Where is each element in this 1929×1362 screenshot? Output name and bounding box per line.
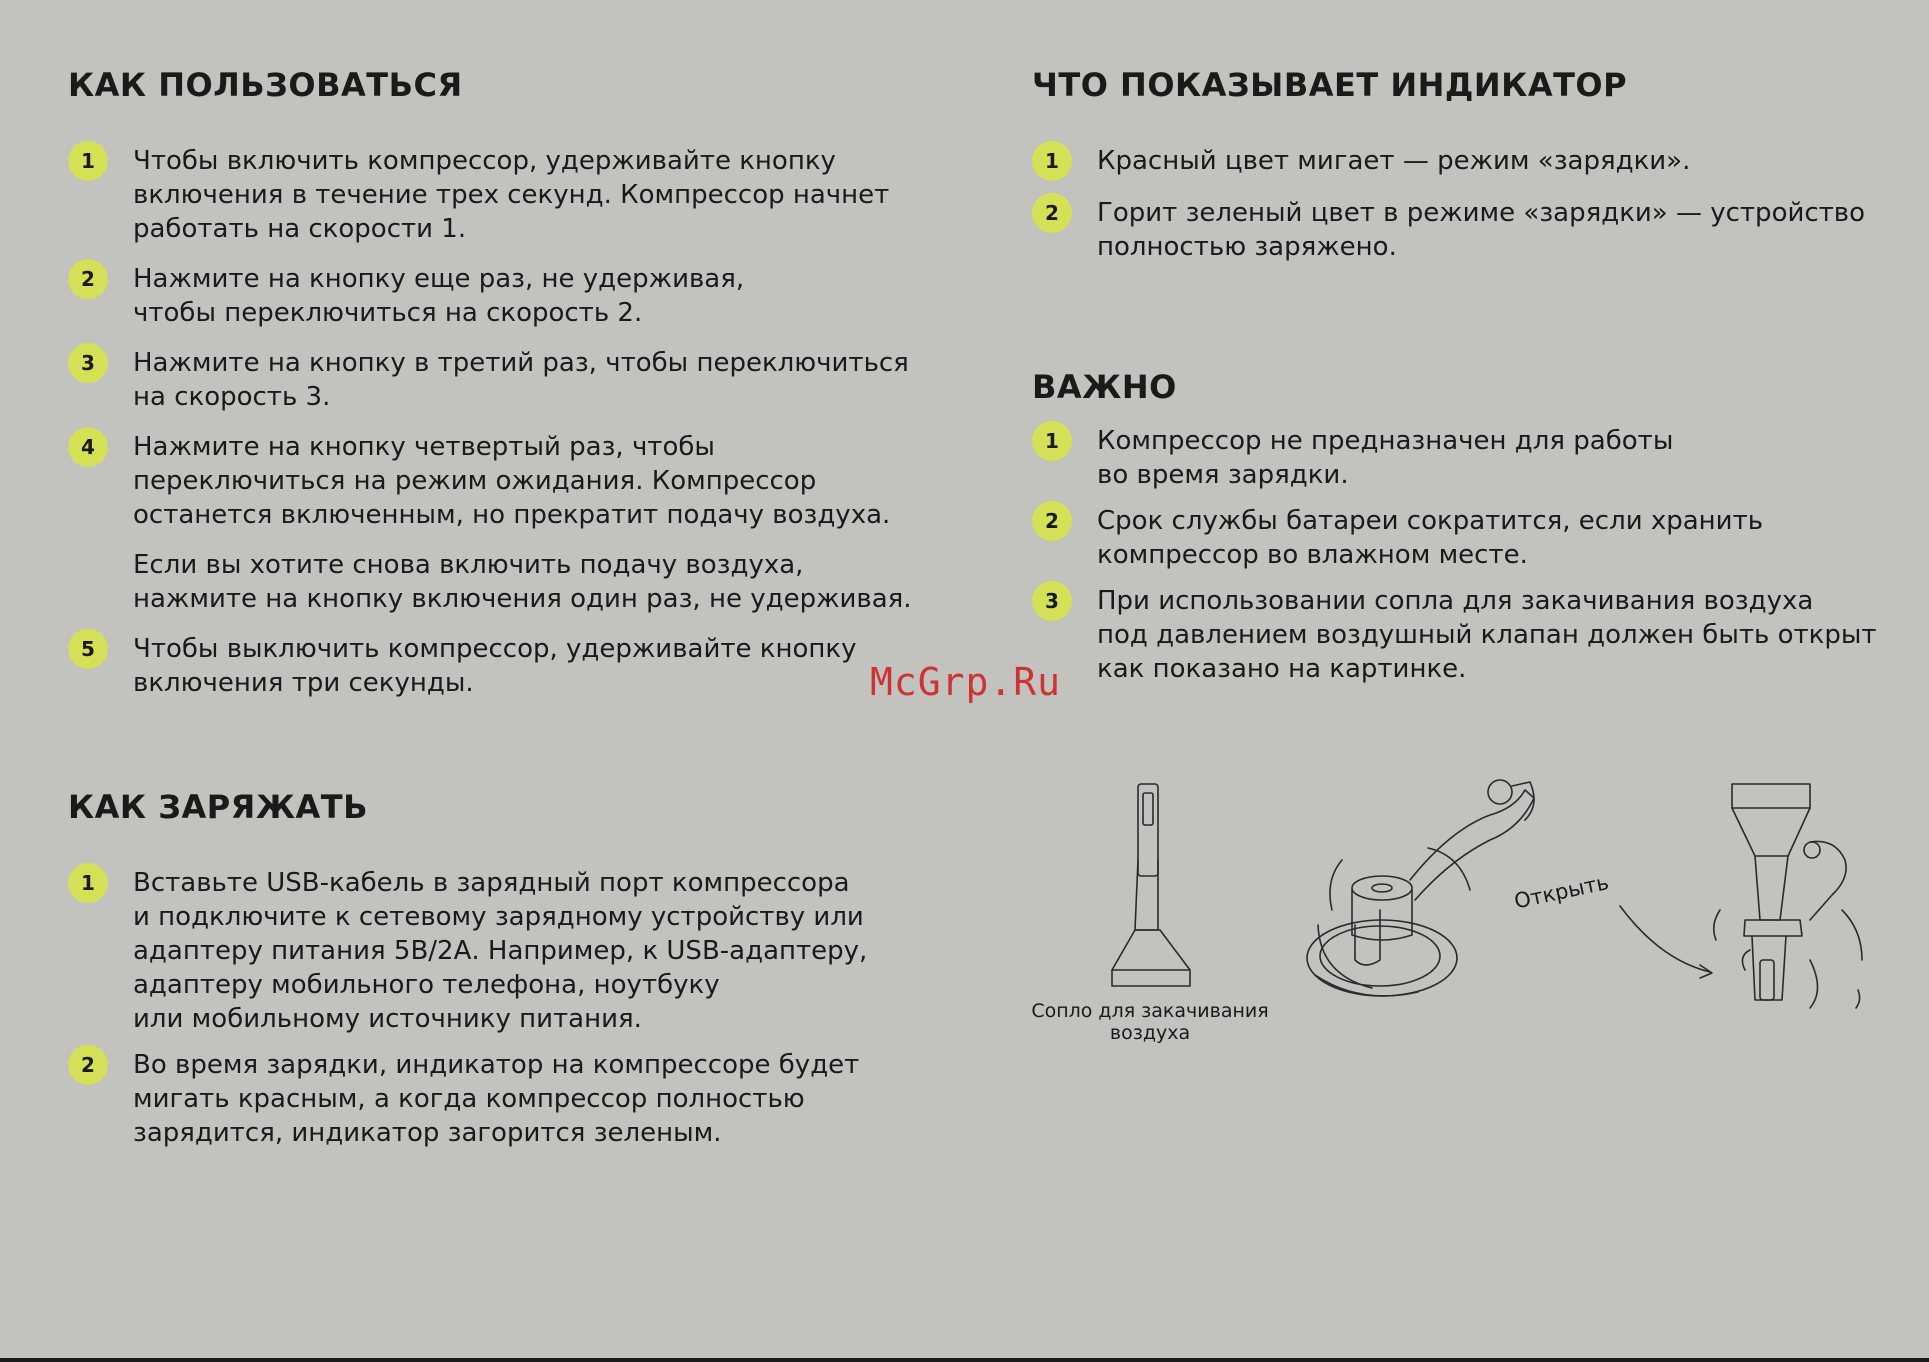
indicator-steps (1032, 144, 1902, 264)
how-to-charge-steps (68, 866, 928, 1150)
step-text: Нажмите на кнопку еще раз, не удерживая, (133, 264, 745, 294)
step-number-badge: 1 (1032, 141, 1072, 181)
step-text: Срок службы батареи сократится, если хранить (1097, 506, 1764, 536)
step-text: Горит зеленый цвет в режиме «зарядки» — устройство (1097, 198, 1866, 228)
step-number-badge: 1 (68, 141, 108, 181)
step-text: включения три секунды. (133, 668, 474, 698)
step-text: Во время зарядки, индикатор на компрессоре будет (133, 1050, 860, 1080)
step-number-badge: 2 (1032, 193, 1072, 233)
compressor-valve-open-drawing (1714, 784, 1862, 1008)
list-item (68, 430, 928, 532)
list-item (1032, 196, 1902, 264)
step-text: Чтобы включить компрессор, удерживайте кнопку (133, 146, 836, 176)
step-text: работать на скорости 1. (133, 214, 467, 244)
step-number-badge: 2 (68, 259, 108, 299)
caption-text: Сопло для закачивания (1031, 1000, 1269, 1022)
step-number-badge: 1 (1032, 421, 1072, 461)
how-to-charge-title: КАК ЗАРЯЖАТЬ (68, 788, 368, 826)
step-text: Вставьте USB-кабель в зарядный порт компрессора (133, 868, 850, 898)
step-text: При использовании сопла для закачивания воздуха (1097, 586, 1814, 616)
step-text: под давлением воздушный клапан должен быть открыт (1097, 620, 1877, 650)
list-item (1032, 144, 1902, 178)
note-text: Если вы хотите снова включить подачу воздуха, (133, 550, 804, 580)
step-number-badge: 3 (68, 343, 108, 383)
list-item (1032, 424, 1902, 492)
step-text: полностью заряжено. (1097, 232, 1397, 262)
how-to-use-title: КАК ПОЛЬЗОВАТЬСЯ (68, 66, 463, 104)
caption-text: воздуха (1109, 1022, 1191, 1044)
step-text: Нажмите на кнопку в третий раз, чтобы переключиться (133, 348, 909, 378)
step-text: Чтобы выключить компрессор, удерживайте кнопку (133, 634, 857, 664)
watermark: McGrp.Ru (870, 660, 1062, 704)
step-number-badge: 4 (68, 427, 108, 467)
step-text: останется включенным, но прекратит подачу воздуха. (133, 500, 891, 530)
arrow-drawing (1620, 906, 1712, 978)
list-item (68, 866, 928, 1036)
list-item (68, 262, 928, 330)
step-text: чтобы переключиться на скорость 2. (133, 298, 643, 328)
step-text: или мобильному источнику питания. (133, 1004, 642, 1034)
standby-note (68, 548, 928, 616)
bottom-divider (0, 1358, 1929, 1362)
step-number-badge: 1 (68, 863, 108, 903)
step-text: и подключите к сетевому зарядному устройству или (133, 902, 864, 932)
how-to-use-steps-cont (68, 632, 928, 700)
step-number-badge: 3 (1032, 581, 1072, 621)
indicator-section (1032, 62, 1902, 264)
list-item (68, 1048, 928, 1150)
step-text: как показано на картинке. (1097, 654, 1467, 684)
step-text: компрессор во влажном месте. (1097, 540, 1528, 570)
list-item (1032, 504, 1902, 572)
how-to-charge-section (68, 784, 928, 1150)
how-to-use-section (68, 62, 928, 700)
step-text: во время зарядки. (1097, 460, 1349, 490)
list-item (68, 632, 928, 700)
note-text: нажмите на кнопку включения один раз, не удерживая. (133, 584, 912, 614)
step-text: переключиться на режим ожидания. Компрессор (133, 466, 817, 496)
important-title: ВАЖНО (1032, 368, 1177, 406)
step-text: Красный цвет мигает — режим «зарядки». (1097, 146, 1691, 176)
step-text: Нажмите на кнопку четвертый раз, чтобы (133, 432, 715, 462)
list-item (68, 346, 928, 414)
list-item (1032, 584, 1902, 686)
step-text: зарядится, индикатор загорится зеленым. (133, 1118, 722, 1148)
nozzle-drawing (1112, 784, 1190, 986)
step-number-badge: 5 (68, 629, 108, 669)
important-steps (1032, 424, 1902, 686)
how-to-use-steps (68, 144, 928, 532)
step-text: Компрессор не предназначен для работы (1097, 426, 1674, 456)
step-number-badge: 2 (1032, 501, 1072, 541)
indicator-title: ЧТО ПОКАЗЫВАЕТ ИНДИКАТОР (1032, 66, 1628, 104)
step-text: мигать красным, а когда компрессор полностью (133, 1084, 805, 1114)
step-text: адаптеру мобильного телефона, ноутбуку (133, 970, 720, 1000)
step-text: адаптеру питания 5В/2А. Например, к USB-адаптеру, (133, 936, 868, 966)
list-item (68, 144, 928, 246)
important-section (1032, 364, 1902, 686)
step-number-badge: 2 (68, 1045, 108, 1085)
step-text: включения в течение трех секунд. Компрессор начнет (133, 180, 890, 210)
compressor-valve-closed-drawing (1307, 780, 1534, 996)
open-valve-label: Открыть (1512, 870, 1611, 914)
step-text: на скорость 3. (133, 382, 331, 412)
nozzle-caption (1020, 1000, 1280, 1044)
